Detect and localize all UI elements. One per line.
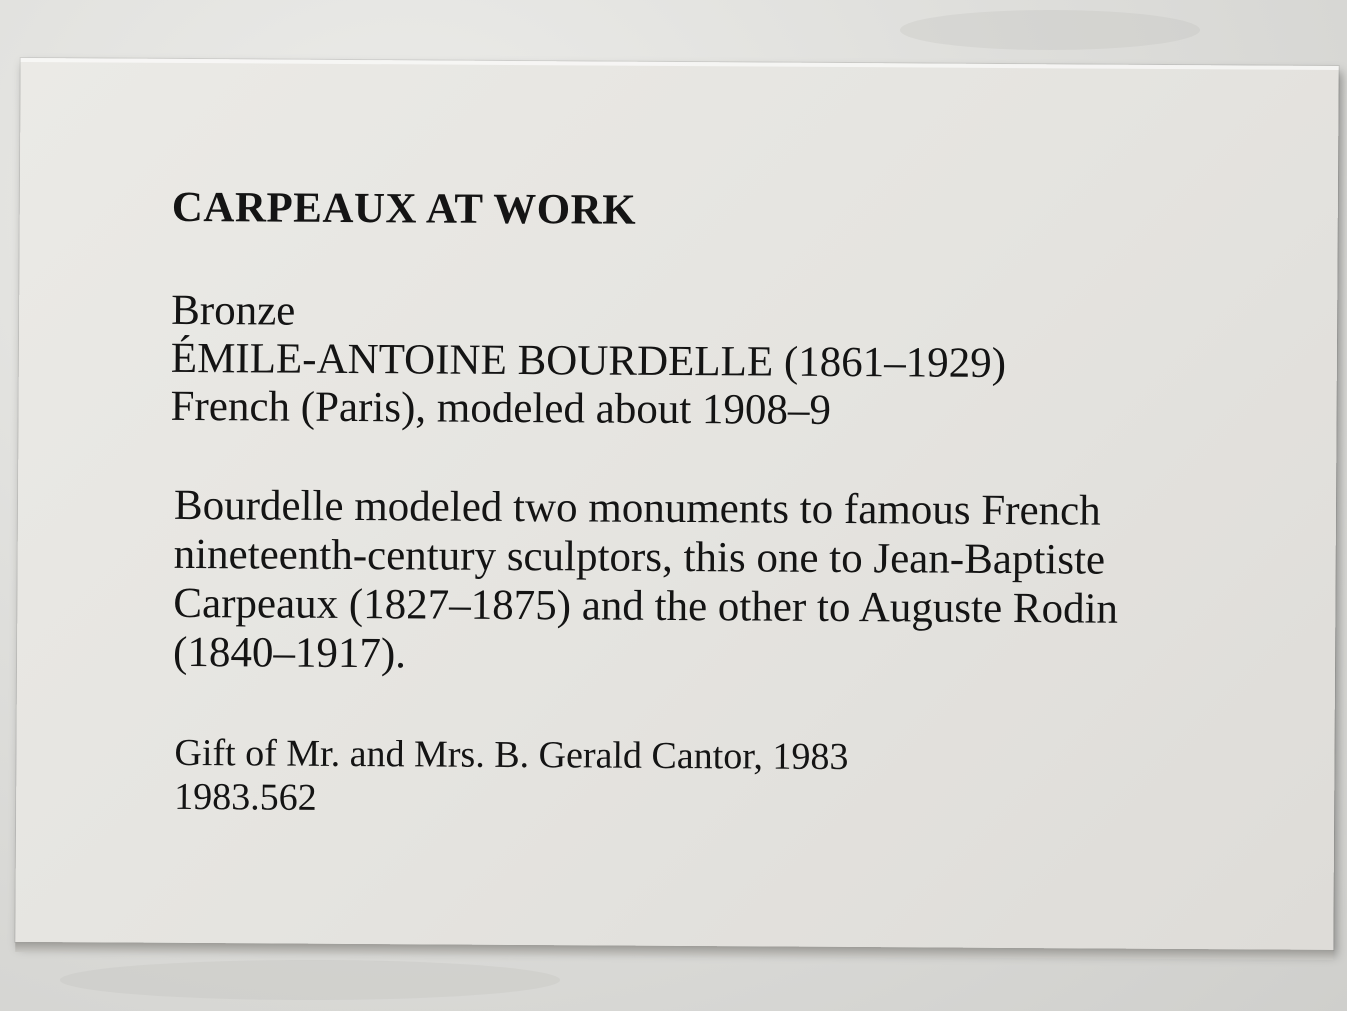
description-line: Carpeaux (1827–1875) and the other to Auguste Rodin bbox=[173, 579, 1119, 633]
card-edge-shadow bbox=[15, 942, 1333, 960]
artwork-description bbox=[173, 481, 1274, 684]
card-edge-highlight bbox=[21, 58, 1339, 70]
accession-number: 1983.562 bbox=[174, 775, 317, 819]
description-line: nineteenth-century sculptors, this one to Jean-Baptiste bbox=[173, 530, 1106, 584]
artwork-info bbox=[170, 287, 1006, 436]
credit-line: Gift of Mr. and Mrs. B. Gerald Cantor, 1983 bbox=[174, 731, 849, 779]
artist-name: ÉMILE-ANTOINE BOURDELLE (1861–1929) bbox=[170, 334, 1007, 388]
artwork-medium: Bronze bbox=[171, 286, 296, 335]
artwork-origin: French (Paris), modeled about 1908–9 bbox=[170, 382, 832, 434]
wall-texture bbox=[60, 960, 560, 1000]
description-line: Bourdelle modeled two monuments to famous French bbox=[173, 481, 1101, 535]
description-line: (1840–1917). bbox=[172, 628, 407, 678]
artwork-title: CARPEAUX AT WORK bbox=[171, 183, 637, 234]
wall-texture bbox=[900, 10, 1200, 50]
credit-block bbox=[174, 731, 848, 823]
museum-label-card bbox=[15, 58, 1338, 950]
